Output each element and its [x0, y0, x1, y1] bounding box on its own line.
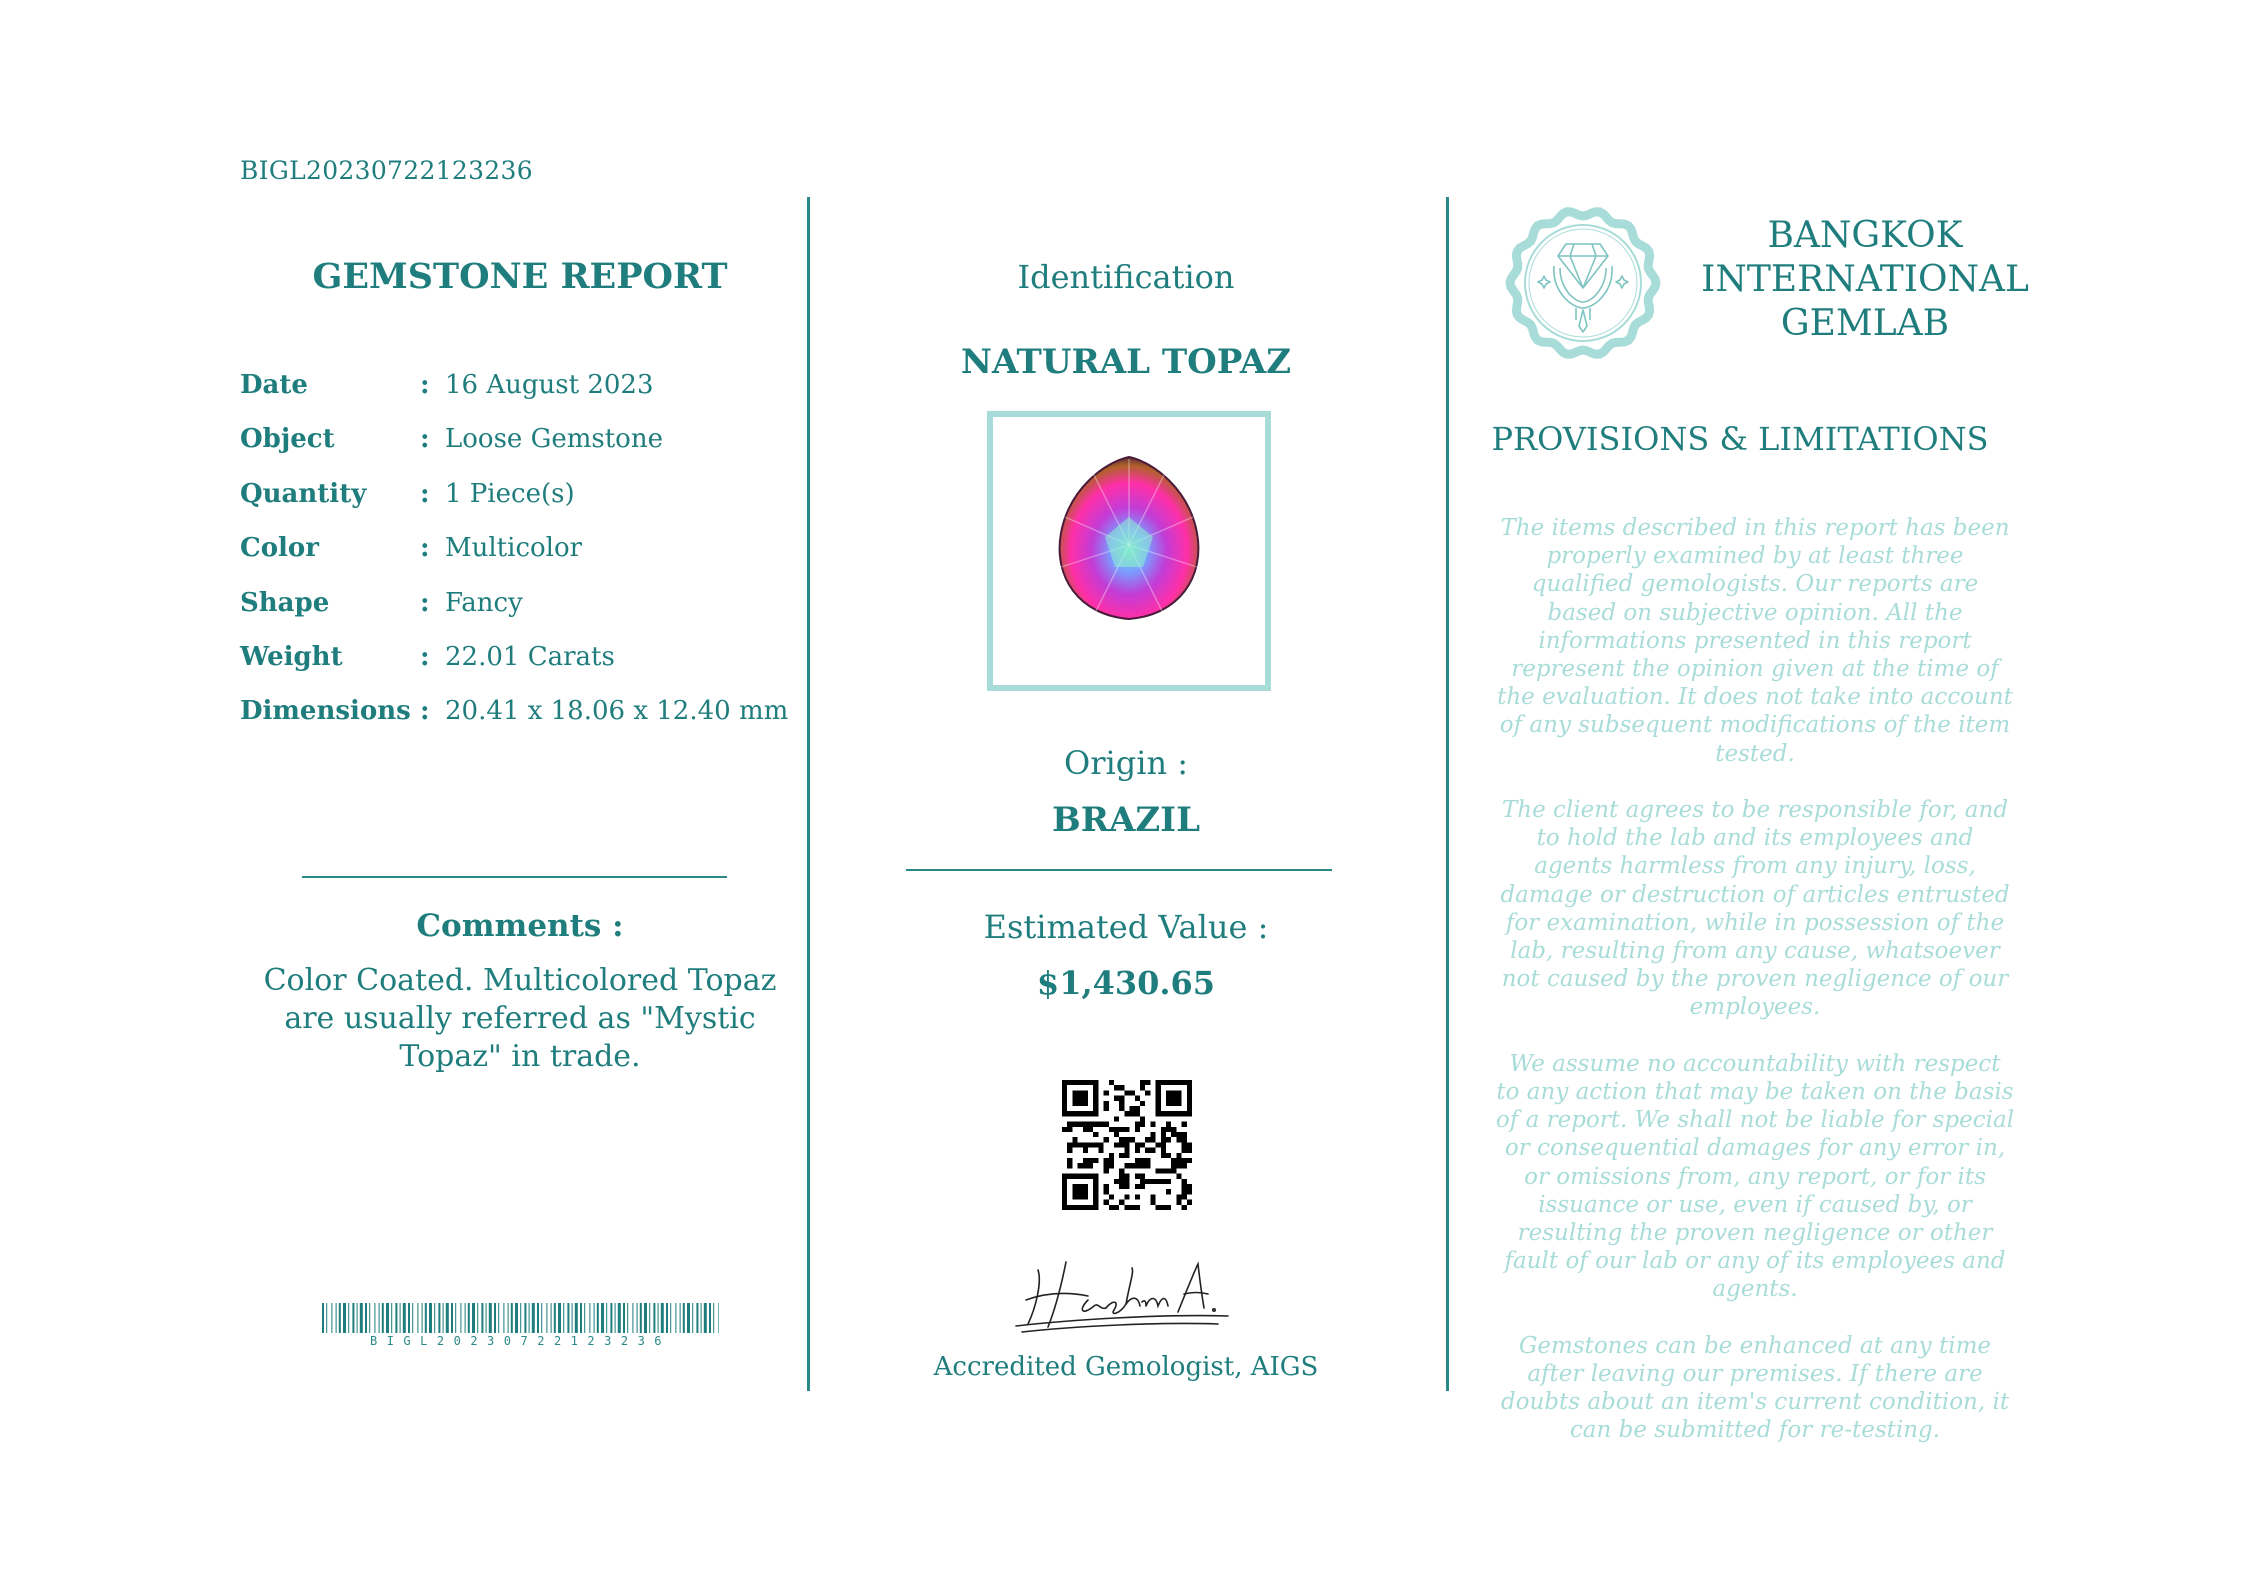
detail-value: 22.01 Carats [445, 641, 615, 672]
detail-label: Shape [240, 587, 330, 618]
provision-paragraph: The client agrees to be responsible for, and to hold the lab and its employees and agents harmless from any injury, loss, damage or destruction of articles entrusted for examination, while in possession of the lab, resulting from any cause, whatsoever not caused by the proven negligence of our employees. [1500, 797, 2010, 1021]
column-divider-left [807, 197, 810, 1391]
origin-value: BRAZIL [1051, 800, 1200, 840]
detail-colon: : [420, 424, 430, 455]
detail-label: Object [240, 424, 335, 455]
qr-code-icon[interactable] [1062, 1080, 1192, 1210]
barcode-text: BIGL20230722123236 [369, 1334, 672, 1348]
provision-paragraph: Gemstones can be enhanced at any time after leaving our premises. If there are doubts about an item's current condition, it can be submitted for re-testing. [1500, 1332, 2010, 1444]
comments-divider [302, 876, 727, 878]
detail-value: Multicolor [445, 533, 583, 564]
origin-label: Origin : [1063, 744, 1189, 782]
detail-value: 16 August 2023 [445, 370, 654, 400]
barcode-icon [322, 1303, 719, 1333]
detail-value: 1 Piece(s) [445, 478, 575, 509]
report-id: BIGL20230722123236 [240, 156, 533, 185]
detail-colon: : [420, 533, 430, 564]
detail-value: Fancy [445, 587, 523, 618]
detail-colon: : [420, 641, 430, 672]
estimated-value: $1,430.65 [1036, 964, 1216, 1002]
comments-text: Color Coated. Multicolored Topaz are usually referred as "Mystic Topaz" in trade. [263, 963, 777, 1074]
lab-name-line: BANGKOK [1767, 215, 1963, 256]
detail-colon: : [420, 370, 430, 400]
signature-caption: Accredited Gemologist, AIGS [933, 1352, 1319, 1382]
estimated-value-label: Estimated Value : [983, 908, 1269, 946]
lab-seal-icon [1504, 204, 1662, 362]
identification-label: Identification [1017, 258, 1235, 296]
lab-name-line: GEMLAB [1780, 303, 1950, 344]
report-title: GEMSTONE REPORT [312, 256, 728, 297]
comments-label: Comments : [416, 908, 624, 944]
detail-label: Color [240, 533, 319, 564]
lab-name-line: INTERNATIONAL [1701, 259, 2029, 300]
detail-value: 20.41 x 18.06 x 12.40 mm [445, 696, 789, 727]
detail-colon: : [420, 696, 430, 727]
detail-colon: : [420, 478, 430, 509]
column-divider-right [1446, 197, 1449, 1391]
detail-label: Weight [240, 641, 343, 672]
detail-label: Date [240, 370, 308, 400]
value-divider [906, 869, 1332, 871]
gem-photo-frame [987, 411, 1271, 691]
provision-paragraph: The items described in this report has been properly examined by at least three qualified gemologists. Our reports are based on subjective opinion. All the informations presented in this report represent the opinion given at the time of the evaluation. It does not take into account of any subsequent modifications of the item tested. [1497, 515, 2013, 767]
signature-icon [1008, 1252, 1238, 1342]
gemstone-icon [993, 417, 1265, 685]
gem-name: NATURAL TOPAZ [960, 342, 1292, 382]
lab-name [1695, 214, 2035, 346]
provision-paragraph: We assume no accountability with respect to any action that may be taken on the basis of a report. We shall not be liable for special or consequential damages for any error in, or omissions from, any report, or for its issuance or use, even if caused by, or resulting the proven negligence or other fault of our lab or any of its employees and agents. [1495, 1050, 2015, 1303]
detail-colon: : [420, 587, 430, 618]
detail-label: Dimensions [240, 696, 411, 727]
provisions-text [1495, 514, 2015, 1473]
provisions-title: PROVISIONS & LIMITATIONS [1491, 420, 1989, 458]
detail-value: Loose Gemstone [445, 424, 663, 455]
detail-label: Quantity [240, 478, 367, 509]
